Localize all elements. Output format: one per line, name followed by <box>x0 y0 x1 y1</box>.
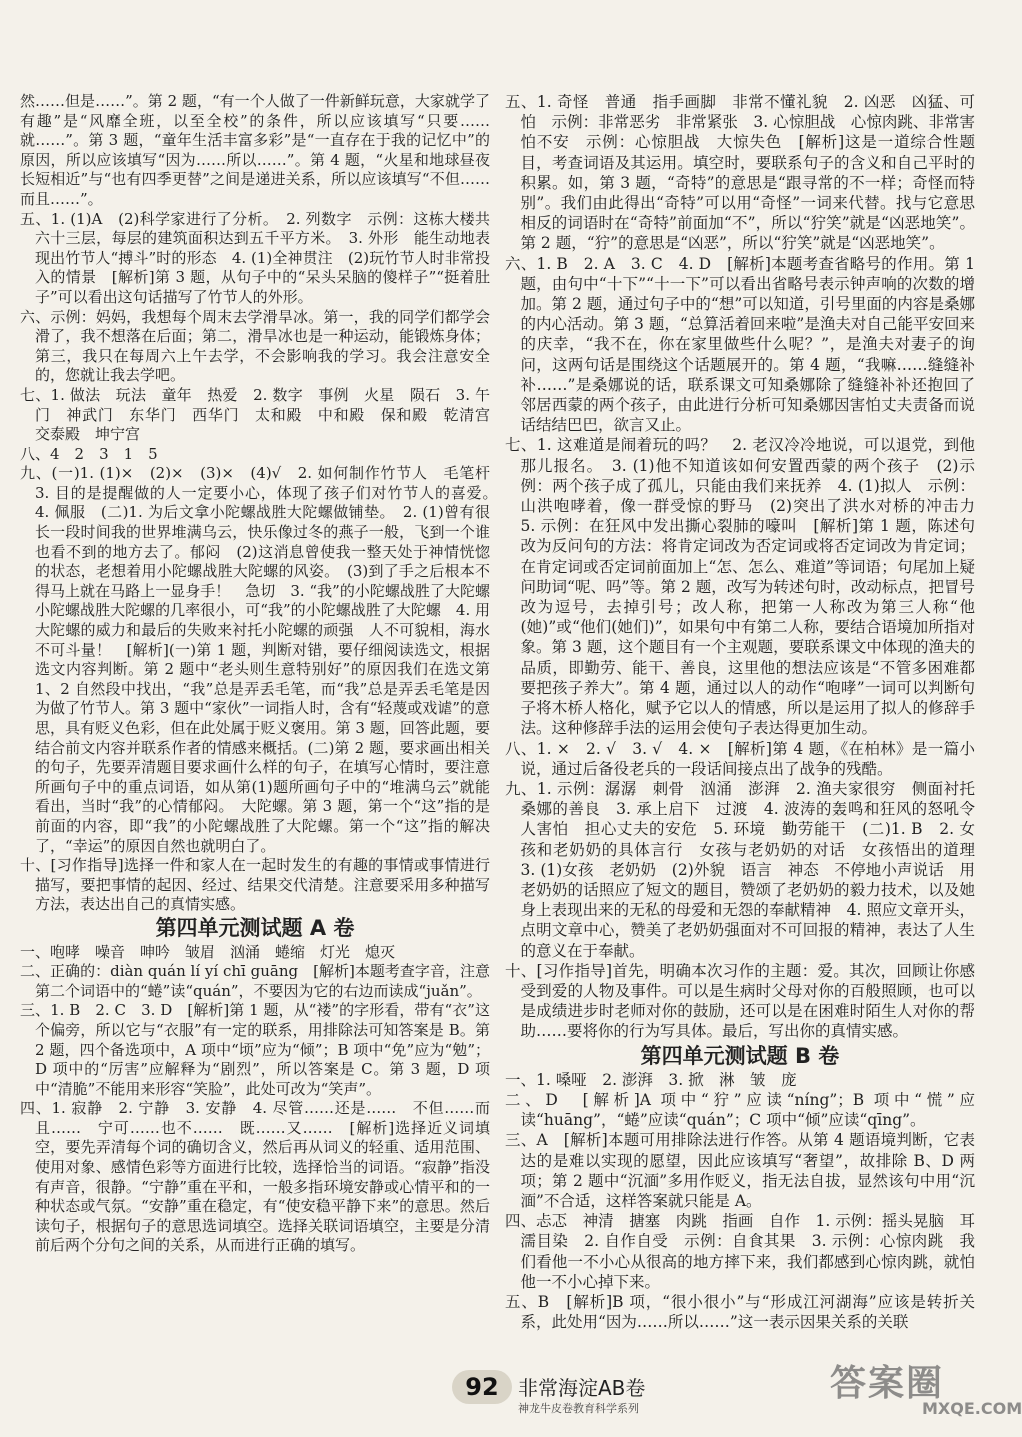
answer-item: 十、[习作指导]选择一件和家人在一起时发生的有趣的事情或事情进行描写，要把事情的起因、经过、结果交代清楚。注意要采用多种描写方法，表达出自己的真情实感。 <box>20 856 490 914</box>
answer-item: 六、1. B 2. A 3. C 4. D [解析]本题考查省略号的作用。第 1 题，由句中“十下”“十一下”可以看出省略号表示钟声响的次数的增加。第 2 题，通过句子中的“想”可以知道，引号里面的内容是桑娜的内心活动。第 3 题，“总算活着回来啦”是渔夫对自己能平安回来的庆幸，“我不在，你在家里做些什么呢？”，是渔夫对妻子的询问，这两句话是围绕这个话题展开的。第 4 题，“我嘛……缝缝补补……”是桑娜说的话，联系课文可知桑娜除了缝缝补补还抱回了邻居西蒙的两个孩子，由此进行分析可知桑娜因害怕丈夫责备而说话结结巴巴，欲言又止。 <box>505 254 975 435</box>
answer-item: 八、4 2 3 1 5 <box>20 444 158 463</box>
answer-item: 五、B [解析]B 项，“很小很小”与“形成江河湖海”应该是转折关系，此处用“因为……所以……”这一表示因果关系的关联 <box>505 1292 975 1332</box>
answer-item: 二、正确的：diàn quán lí yí chī guāng [解析]本题考查字音，注意第二个词语中的“蜷”读“quán”，不要因为它的右边而读成“juǎn”。 <box>20 962 490 1000</box>
answer-item: 然……但是……”。第 2 题，“有一个人做了一件新鲜玩意，大家就学了有趣”是“风靡全班，以至全校”的条件，所以应该填写“只要……就……”。第 3 题，“童年生活丰富多彩”是“一直存在于我的记忆中”的原因，所以应该填写“因为……所以……”。第 4 题，“火星和地球昼夜长短相近”与“也有四季更替”之间是递进关系，所以应该填写“不但……而且……”。 <box>20 92 490 208</box>
page-number: 92 <box>452 1370 512 1404</box>
answer-item: 九、(一)1. (1)× (2)× (3)× (4)√ 2. 如何制作竹节人 毛笔杆 3. 目的是提醒做的人一定要小心，体现了孩子们对竹节人的喜爱。 4. 佩服 (二)1. 为后文拿小陀螺战胜大陀螺做铺垫。 2. (1)曾有很长一段时间我的世界堆满乌云，快乐像过冬的燕子一般，飞到一个谁也看不到的地方去了。郁闷 (2)这消息曾使我一整天处于神情恍惚的状态，老想着用小陀螺战胜大陀螺的风姿。 (3)到了手之后根本不得马上就在马路上一显身手！ 急切 3. “我”的小陀螺战胜了大陀螺 小陀螺战胜大陀螺的几率很小，可“我”的小陀螺战胜了大陀螺 4. 用大陀螺的威力和最后的失败来衬托小陀螺的顽强 人不可貌相，海水不可斗量！ [解析](一)第 1 题，判断对错，要仔细阅读选文，根据选文内容判断。第 2 题中“老头则生意特别好”的原因我们在选文第 1、2 自然段中找出，“我”总是弄丢毛笔，而“我”总是弄丢毛笔是因为做了竹节人。第 3 题中“家伙”一词指人时，含有“轻蔑或戏谑”的意思，具有贬义色彩，但在此处属于贬义褒用。第 3 题，回答此题，要结合前文内容并联系作者的情感来概括。(二)第 2 题，要求画出相关的句子，先要弄清题目要求画什么样的句子，在填写心情时，要注意所画句子中的重点词语，如从第(1)题所画句子中的“堆满乌云”就能看出，当时“我”的心情郁闷。 大陀螺。第 3 题，第一个“这”指的是前面的内容，即“我”的小陀螺战胜了大陀螺。第一个“这”指的解决了，“幸运”的原因自然也就明白了。 <box>20 464 506 855</box>
answer-item: 四、忐忑 神清 搪塞 肉跳 指画 自作 1. 示例：摇头晃脑 耳濡目染 2. 自作自受 示例：自食其果 3. 示例：心惊肉跳 我们看他一不小心从很高的地方摔下来，我们都感到心惊肉跳，就怕他一不小心掉下来。 <box>505 1212 975 1291</box>
section-heading: 第四单元测试题 A 卷 <box>155 915 355 940</box>
watermark-logo <box>830 1355 1022 1425</box>
answer-item: 二、D [解析]A 项中“狞”应读“níng”；B 项中“慌”应读“huāng”，“蜷”应读“quán”；C 项中“倾”应读“qīng”。 <box>505 1090 975 1130</box>
answer-item: 七、1. 这难道是闹着玩的吗？ 2. 老汉冷冷地说，可以退党，到他那儿报名。 3. (1)他不知道该如何安置西蒙的两个孩子 (2)示例：两个孩子成了孤儿，只能由我们来抚养 4. (1)拟人 示例：山洪咆哮着，像一群受惊的野马 (2)突出了洪水对桥的冲击力 5. 示例：在狂风中发出撕心裂肺的嚎叫 [解析]第 1 题，陈述句改为反问句的方法：将肯定词改为否定词或将否定词改为肯定词；在肯定词或否定词前面加上“怎、怎么、难道”等词语；句尾加上疑问助词“呢、吗”等。第 2 题，改写为转述句时，改动标点，把冒号改为逗号，去掉引号；改人称，把第一人称改为第三人称“他(她)”或“他们(她们)”，如果句中有第二人称，要结合语境加所指对象。第 3 题，这个题目有一个主观题，要联系课文中体现的渔夫的品质，即勤劳、能干、善良，这里他的想法应该是“不管多困难都要把孩子养大”。第 4 题，通过以人的动作“咆哮”一词可以判断句子将木桥人格化，赋予它以人的情感，所以是运用了拟人的修辞手法。这种修辞手法的运用会使句子表达得更加生动。 <box>505 436 991 738</box>
answer-item: 三、A [解析]本题可用排除法进行作答。从第 4 题语境判断，它表达的是难以实现的愿望，因此应该填写“奢望”，故排除 B、D 两项；第 2 题中“沉湎”多用作贬义，指无法自拔，显然该句中用“沉湎”不合适，这样答案就只能是 A。 <box>505 1131 975 1210</box>
watermark-main: 答案圈 <box>830 1363 945 1404</box>
answer-item: 四、1. 寂静 2. 宁静 3. 安静 4. 尽管……还是…… 不但……而且…… 宁可……也不…… 既……又…… [解析]选择近义词填空，要先弄清每个词的确切含义，然后再从词义的轻重、适用范围、使用对象、感情色彩等方面进行比较，选择恰当的词语。“寂静”指没有声音，很静。“宁静”重在平和，一般多指环境安静或心情平和的一种状态或气氛。“安静”重在稳定，有“使安稳平静下来”的意思。然后读句子，根据句子的意思选词填空。选择关联词语填空，主要是分清前后两个分句之间的关系，从而进行正确的填写。 <box>20 1099 490 1255</box>
answer-item: 五、1. (1)A (2)科学家进行了分析。 2. 列数字 示例：这栋大楼共六十三层，每层的建筑面积达到五千平方米。 3. 外形 能生动地表现出竹节人“搏斗”时的形态 4. (1)全神贯注 (2)玩竹节人时非常投入的情景 [解析]第 3 题，从句子中的“呆头呆脑的傻样子”“挺着肚子”可以看出这句话描写了竹节人的外形。 <box>20 209 490 306</box>
answer-item: 十、[习作指导]首先，明确本次习作的主题：爱。其次，回顾让你感受到爱的人物及事件。可以是生病时父母对你的百般照顾，也可以是成绩进步时老师对你的鼓励，还可以是在困难时陌生人对你的帮助……要将你的行为写具体。最后，写出你的真情实感。 <box>505 961 975 1041</box>
answer-item: 九、1. 示例：潺潺 刺骨 汹涌 澎湃 2. 渔夫家很穷 侧面衬托桑娜的善良 3. 承上启下 过渡 4. 波涛的轰鸣和狂风的怒吼令人害怕 担心丈夫的安危 5. 环境 勤劳能干 (二)1. B 2. 女孩和老奶奶的具体言行 女孩与老奶奶的对话 女孩悟出的道理 3. (1)女孩 老奶奶 (2)外貌 语言 神态 不停地小声说话 用老奶奶的话照应了短文的题目，赞颂了老奶奶的毅力技术，以及她身上表现出来的无私的母爱和无怨的奉献精神 4. 照应文章开头，点明文章中心，赞美了老奶奶强面对不可回报的精神，表达了人生的意义在于奉献。 <box>505 779 991 960</box>
answer-item: 六、示例：妈妈，我想每个周末去学滑旱冰。第一，我的同学们都学会滑了，我不想落在后面；第二，滑旱冰也是一种运动，能锻炼身体；第三，我只在每周六上午去学，不会影响我的学习。我会注意安全的，您就让我去学吧。 <box>20 307 490 385</box>
brand-title: 非常海淀AB卷 <box>518 1376 646 1400</box>
answer-item: 七、1. 做法 玩法 童年 热爱 2. 数字 事例 火星 陨石 3. 午门 神武门 东华门 西华门 太和殿 中和殿 保和殿 乾清宫 交泰殿 坤宁宫 <box>20 385 506 444</box>
watermark-sub: MXQE.COM <box>922 1399 1022 1418</box>
answer-item: 八、1. × 2. √ 3. √ 4. × [解析]第 4 题，《在柏林》是一篇小说，通过后备役老兵的一段话间接点出了战争的残酷。 <box>505 739 975 778</box>
series-title: 神龙牛皮卷教育科学系列 <box>518 1402 639 1415</box>
right-column <box>505 92 991 1332</box>
answer-item: 一、1. 嗓哑 2. 澎湃 3. 掀 淋 皱 庞 <box>505 1070 797 1089</box>
answer-item: 一、咆哮 噪音 呻吟 皱眉 汹涌 蜷缩 灯光 熄灭 <box>20 942 396 961</box>
answer-item: 三、1. B 2. C 3. D [解析]第 1 题，从“褛”的字形看，带有“衣”这个偏旁，所以它与“衣服”有一定的联系，用排除法可知答案是 B。第 2 题，四个备选项中，A 项中“顷”应为“倾”；B 项中“免”应为“勉”；D 项中的“厉害”应解释为“剧烈”，所以答案是 C。第 3 题，D 项中“清脆”不能用来形容“笑脸”，此处可改为“笑声”。 <box>20 1001 490 1098</box>
left-column <box>20 92 506 1256</box>
answer-item: 五、1. 奇怪 普通 指手画脚 非常不懂礼貌 2. 凶恶 凶猛、可怕 示例：非常恶劣 非常紧张 3. 心惊胆战 心惊肉跳、非常害怕不安 示例：心惊胆战 大惊失色 [解析]这是一道综合性题目，考查词语及其运用。填空时，要联系句子的含义和自己平时的积累。如，第 3 题，“奇特”的意思是“跟寻常的不一样；奇怪而特别”。我们由此得出“奇特”可以用“奇怪”一词来代替。找与它意思相反的词语时在“奇特”前面加“不”，所以“狞笑”就是“凶恶地笑”。第 2 题，“狞”的意思是“凶恶”，所以“狞笑”就是“凶恶地笑”。 <box>505 93 975 253</box>
section-heading: 第四单元测试题 B 卷 <box>640 1043 840 1068</box>
